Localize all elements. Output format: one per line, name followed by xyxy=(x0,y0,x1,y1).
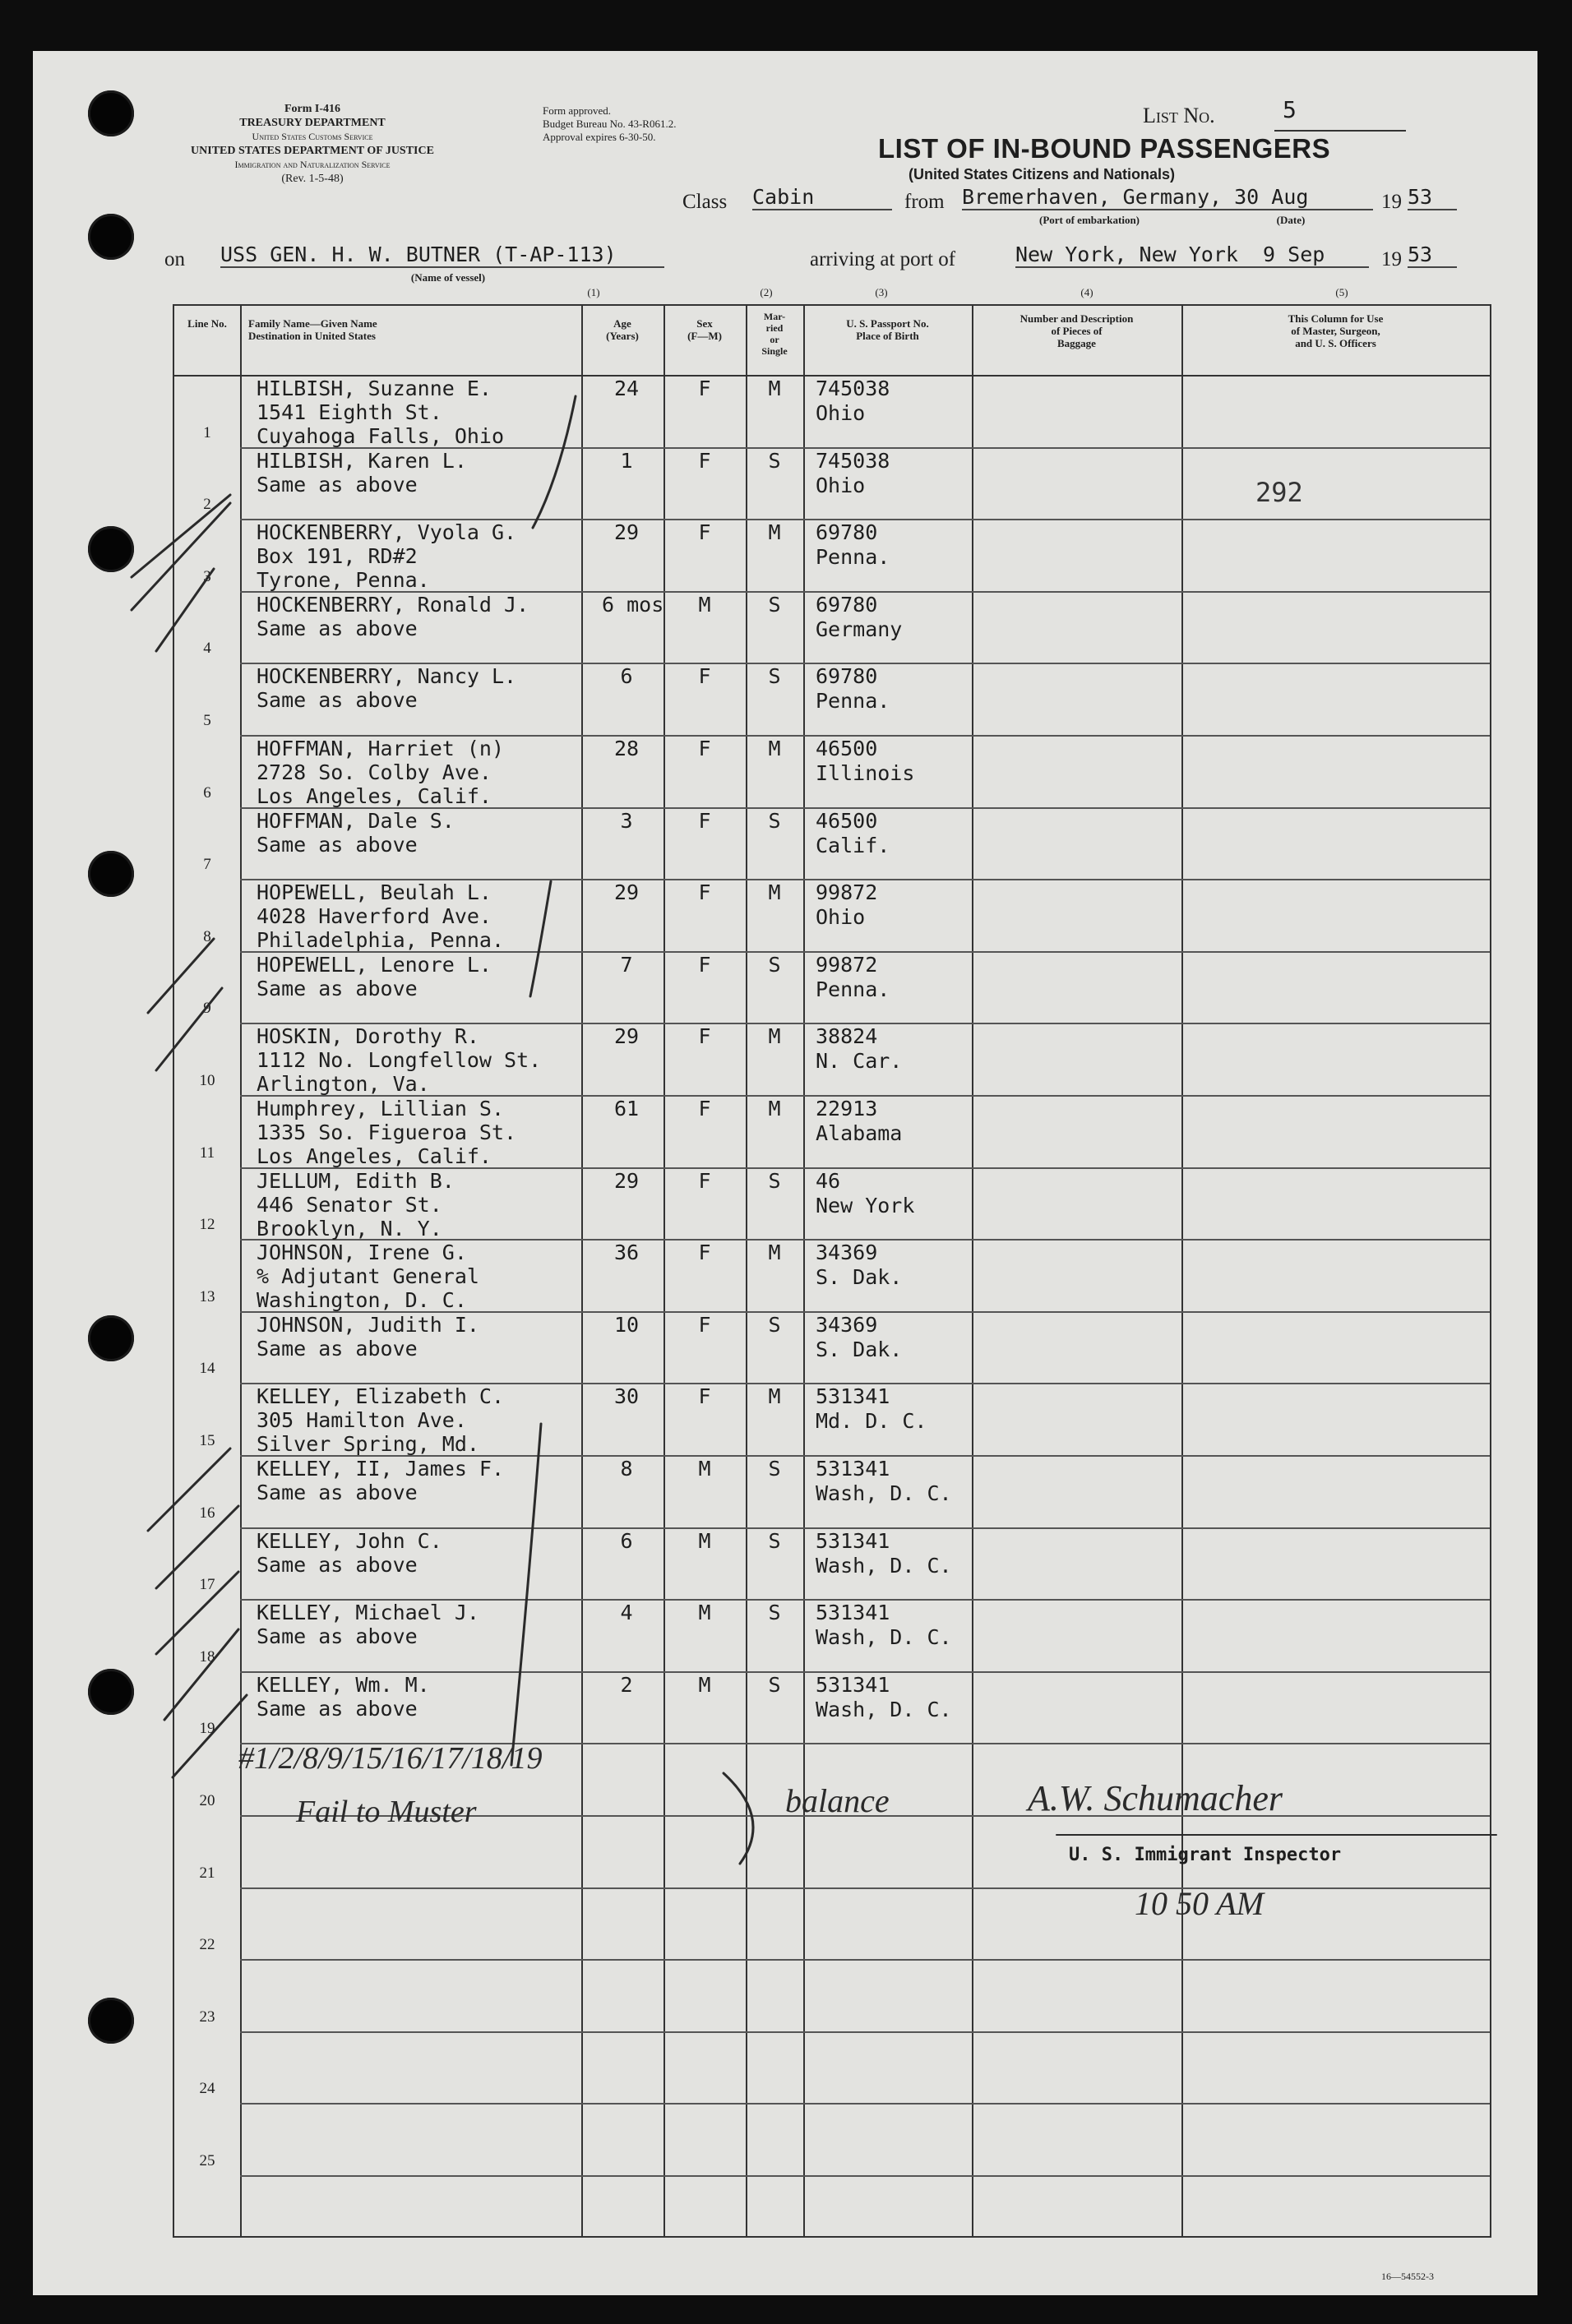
passenger-name: KELLEY, John C. xyxy=(257,1528,442,1553)
punch-hole-3 xyxy=(88,526,134,572)
tick-stroke xyxy=(156,569,214,651)
vessel-caption: (Name of vessel) xyxy=(410,271,486,284)
destination-line: Brooklyn, N. Y. xyxy=(257,1216,442,1241)
destination-line: Cuyahoga Falls, Ohio xyxy=(257,424,505,448)
cell-sex: F xyxy=(698,1097,711,1120)
passport-number: 38824 xyxy=(816,1024,878,1049)
cell-ms: S xyxy=(768,664,781,689)
destination-line: Box 191, RD#2 xyxy=(257,544,418,569)
line-number: 3 xyxy=(203,567,211,585)
punch-hole-2 xyxy=(88,214,134,260)
destination-line: Same as above xyxy=(257,1696,418,1721)
place-of-birth: Germany xyxy=(816,617,903,641)
cell-age: 30 xyxy=(613,1384,640,1409)
cell-age: 29 xyxy=(613,1024,640,1049)
passport-number: 99872 xyxy=(816,952,878,977)
punch-hole-4 xyxy=(88,851,134,897)
destination-line: Same as above xyxy=(257,688,418,713)
destination-line: Same as above xyxy=(257,1481,418,1504)
cell-age: 61 xyxy=(613,1097,640,1120)
passenger-name: JOHNSON, Judith I. xyxy=(257,1312,479,1337)
destination-line: 4028 Haverford Ave. xyxy=(257,904,492,929)
tick-stroke xyxy=(173,1695,247,1777)
col-head-baggage-2: of Pieces of xyxy=(1051,325,1103,337)
col-head-officers-1: This Column for Use xyxy=(1288,312,1384,325)
col-num-4: (4) xyxy=(1080,286,1093,298)
class-label: Class xyxy=(682,191,728,213)
line-number: 25 xyxy=(199,2152,215,2169)
col-head-name-2: Destination in United States xyxy=(248,330,376,342)
from-label: from xyxy=(904,191,945,213)
year-value-1: 53 xyxy=(1408,185,1457,210)
passport-number: 22913 xyxy=(816,1097,878,1120)
list-no-label: List No. xyxy=(1143,104,1215,127)
form-title: LIST OF IN-BOUND PASSENGERS xyxy=(878,133,1331,164)
cell-age: 3 xyxy=(620,808,633,833)
passenger-name: KELLEY, Wm. M. xyxy=(257,1672,430,1697)
destination-line: Same as above xyxy=(257,1552,418,1577)
cell-ms: S xyxy=(768,592,781,617)
destination-line: 1541 Eighth St. xyxy=(257,400,442,424)
arrival-date: 9 Sep xyxy=(1263,243,1325,266)
col-head-baggage-3: Baggage xyxy=(1057,337,1096,349)
line-number: 5 xyxy=(203,712,211,729)
cell-sex: M xyxy=(698,1457,711,1481)
cell-age: 7 xyxy=(620,952,633,977)
destination-line: % Adjutant General xyxy=(257,1264,479,1289)
line-number: 8 xyxy=(203,927,211,945)
destination-line: Los Angeles, Calif. xyxy=(257,784,492,808)
cell-age: 29 xyxy=(613,520,640,545)
date-caption: (Date) xyxy=(1276,214,1306,226)
line-number: 2 xyxy=(203,496,211,514)
cell-sex: M xyxy=(698,1528,711,1553)
col-num-5: (5) xyxy=(1335,286,1348,298)
passenger-name: JOHNSON, Irene G. xyxy=(257,1241,467,1265)
passenger-name: KELLEY, Michael J. xyxy=(257,1601,479,1625)
destination-line: Same as above xyxy=(257,976,418,1000)
line-number: 6 xyxy=(203,783,211,802)
place-of-birth: Ohio xyxy=(816,473,866,497)
passport-number: 34369 xyxy=(816,1241,878,1265)
passenger-name: HILBISH, Suzanne E. xyxy=(257,377,492,400)
line-number: 1 xyxy=(203,423,211,441)
cell-sex: F xyxy=(698,1241,711,1265)
handwritten-marks xyxy=(33,51,1537,2295)
cell-sex: F xyxy=(698,880,711,905)
line-number: 14 xyxy=(199,1360,215,1378)
year-prefix-1: 19 xyxy=(1381,191,1402,213)
class-value: Cabin xyxy=(752,185,892,210)
tick-stroke xyxy=(148,1448,230,1531)
passenger-name: HOPEWELL, Beulah L. xyxy=(257,880,492,905)
destination-line: Same as above xyxy=(257,472,418,497)
handwritten-line-list: #1/2/8/9/15/16/17/18/19 xyxy=(238,1741,543,1776)
list-no-value: 5 xyxy=(1283,96,1297,123)
arriving-label: arriving at port of xyxy=(810,248,956,270)
col-head-sex-1: Sex xyxy=(696,317,713,330)
place-of-birth: Alabama xyxy=(816,1121,903,1145)
passenger-name: Humphrey, Lillian S. xyxy=(257,1097,505,1120)
cell-age: 29 xyxy=(613,1168,640,1193)
passport-number: 69780 xyxy=(816,592,878,617)
cell-age: 8 xyxy=(620,1457,633,1481)
col-head-officers-2: of Master, Surgeon, xyxy=(1291,325,1380,337)
passport-number: 745038 xyxy=(816,448,890,473)
line-number: 22 xyxy=(199,1936,215,1954)
cell-age: 29 xyxy=(613,880,640,905)
cell-age: 28 xyxy=(613,737,640,760)
form-page xyxy=(33,51,1537,2295)
passenger-name: KELLEY, II, James F. xyxy=(257,1457,505,1481)
cell-ms: M xyxy=(768,1097,781,1120)
handwritten-fail-note: Fail to Muster xyxy=(296,1795,477,1829)
line-number: 19 xyxy=(199,1720,215,1738)
check-stroke xyxy=(511,1424,541,1765)
col-num-2: (2) xyxy=(760,286,773,298)
place-of-birth: S. Dak. xyxy=(816,1265,903,1290)
place-of-birth: N. Car. xyxy=(816,1049,903,1074)
col-head-name-1: Family Name—Given Name xyxy=(248,317,377,330)
inspector-signature: A.W. Schumacher xyxy=(1028,1778,1283,1818)
cell-sex: M xyxy=(698,1672,711,1697)
inspector-title: U. S. Immigrant Inspector xyxy=(1069,1845,1342,1865)
punch-hole-6 xyxy=(88,1669,134,1715)
arrival-time-note: 10 50 AM xyxy=(1135,1885,1265,1922)
cell-sex: F xyxy=(698,1312,711,1337)
cell-ms: S xyxy=(768,1528,781,1553)
cell-age: 1 xyxy=(620,448,633,473)
cell-age: 6 xyxy=(620,1528,633,1553)
from-value: Bremerhaven, Germany, 30 Aug xyxy=(962,185,1373,210)
cell-age: 24 xyxy=(613,377,640,400)
place-of-birth: Penna. xyxy=(816,977,890,1001)
passport-number: 531341 xyxy=(816,1528,890,1553)
passenger-name: HOCKENBERRY, Nancy L. xyxy=(257,664,517,689)
col-head-married-1: Mar- xyxy=(763,311,786,322)
col-head-sex-2: (F—M) xyxy=(687,330,722,342)
year-value-2: 53 xyxy=(1408,243,1457,268)
passenger-name: HOPEWELL, Lenore L. xyxy=(257,952,492,977)
destination-line: Same as above xyxy=(257,616,418,640)
line-number: 4 xyxy=(203,640,211,658)
cell-sex: F xyxy=(698,1024,711,1049)
line-number: 13 xyxy=(199,1287,215,1305)
destination-line: Philadelphia, Penna. xyxy=(257,928,505,953)
punch-hole-5 xyxy=(88,1315,134,1361)
cell-age: 10 xyxy=(613,1312,640,1337)
cell-sex: M xyxy=(698,592,711,617)
punch-hole-1 xyxy=(88,90,134,136)
line-number: 11 xyxy=(199,1144,215,1162)
cell-ms: M xyxy=(768,520,781,545)
col-head-age-2: (Years) xyxy=(606,330,639,342)
place-of-birth: Ohio xyxy=(816,905,866,930)
cell-ms: S xyxy=(768,1312,781,1337)
passenger-name: JELLUM, Edith B. xyxy=(257,1168,455,1193)
col-head-married-4: Single xyxy=(761,345,788,357)
destination-line: 2728 So. Colby Ave. xyxy=(257,760,492,784)
cell-ms: M xyxy=(768,737,781,760)
line-number: 20 xyxy=(199,1792,215,1809)
place-of-birth: Wash, D. C. xyxy=(816,1625,952,1650)
cell-ms: M xyxy=(768,377,781,400)
tick-stroke xyxy=(156,1572,238,1654)
cell-age: 6 mos xyxy=(602,592,664,617)
place-of-birth: Ohio xyxy=(816,401,866,425)
col-num-1: (1) xyxy=(587,286,600,298)
justice-dept: UNITED STATES DEPARTMENT OF JUSTICE xyxy=(191,145,434,157)
cell-sex: F xyxy=(698,520,711,545)
cell-age: 6 xyxy=(620,664,633,689)
col-head-passport-2: Place of Birth xyxy=(856,330,919,342)
passenger-name: HOSKIN, Dorothy R. xyxy=(257,1024,479,1049)
col-head-officers-3: and U. S. Officers xyxy=(1295,337,1376,349)
passport-number: 46500 xyxy=(816,808,878,833)
place-of-birth: Penna. xyxy=(816,689,890,714)
cell-ms: S xyxy=(768,448,781,473)
col-head-married-3: or xyxy=(770,334,779,345)
place-of-birth: Wash, D. C. xyxy=(816,1553,952,1578)
destination-line: Silver Spring, Md. xyxy=(257,1432,479,1457)
cell-ms: M xyxy=(768,880,781,905)
treasury-dept: TREASURY DEPARTMENT xyxy=(239,117,386,129)
line-number: 23 xyxy=(199,2008,215,2026)
passenger-name: HOFFMAN, Dale S. xyxy=(257,808,455,833)
destination-line: Same as above xyxy=(257,832,418,857)
check-stroke xyxy=(530,881,551,996)
stamp-number: 292 xyxy=(1255,477,1303,508)
passenger-name: HOFFMAN, Harriet (n) xyxy=(257,737,505,760)
destination-line: Tyrone, Penna. xyxy=(257,568,430,593)
line-number: 9 xyxy=(203,1000,211,1018)
approval-line-3: Approval expires 6-30-50. xyxy=(543,131,656,143)
cell-age: 4 xyxy=(620,1601,633,1625)
passport-number: 531341 xyxy=(816,1384,890,1409)
tick-stroke xyxy=(132,503,230,610)
col-num-3: (3) xyxy=(875,286,888,298)
destination-line: 446 Senator St. xyxy=(257,1192,442,1217)
passport-number: 745038 xyxy=(816,377,890,400)
place-of-birth: Md. D. C. xyxy=(816,1409,927,1434)
brace-stroke xyxy=(724,1773,753,1864)
tick-stroke xyxy=(148,939,214,1013)
tick-stroke xyxy=(156,988,222,1070)
tick-stroke xyxy=(156,1506,238,1588)
place-of-birth: Calif. xyxy=(816,833,890,857)
col-head-age-1: Age xyxy=(613,317,631,330)
col-head-line-no: Line No. xyxy=(187,317,227,330)
cell-ms: M xyxy=(768,1241,781,1265)
line-number: 21 xyxy=(199,1864,215,1882)
passport-number: 69780 xyxy=(816,664,878,689)
place-of-birth: S. Dak. xyxy=(816,1337,903,1361)
cell-sex: F xyxy=(698,377,711,400)
cell-sex: F xyxy=(698,952,711,977)
destination-line: Arlington, Va. xyxy=(257,1072,430,1097)
year-prefix-2: 19 xyxy=(1381,248,1402,270)
cell-sex: M xyxy=(698,1601,711,1625)
cell-age: 2 xyxy=(620,1672,633,1697)
passport-number: 531341 xyxy=(816,1601,890,1625)
cell-sex: F xyxy=(698,808,711,833)
col-head-married-2: ried xyxy=(765,322,784,334)
customs-service: United States Customs Service xyxy=(252,131,373,142)
destination-line: 305 Hamilton Ave. xyxy=(257,1408,467,1433)
passport-number: 69780 xyxy=(816,520,878,545)
passport-number: 531341 xyxy=(816,1672,890,1697)
cell-sex: F xyxy=(698,1384,711,1409)
punch-hole-7 xyxy=(88,1998,134,2044)
line-number: 15 xyxy=(199,1432,215,1449)
passport-number: 46 xyxy=(816,1168,841,1193)
destination-line: Los Angeles, Calif. xyxy=(257,1144,492,1168)
place-of-birth: New York xyxy=(816,1193,915,1217)
cell-sex: F xyxy=(698,448,711,473)
from-caption: (Port of embarkation) xyxy=(1038,214,1140,226)
col-head-baggage-1: Number and Description xyxy=(1019,312,1134,325)
check-stroke xyxy=(533,396,576,528)
handwritten-balance: balance xyxy=(785,1782,890,1819)
cell-sex: F xyxy=(698,1168,711,1193)
place-of-birth: Wash, D. C. xyxy=(816,1481,952,1505)
tick-stroke xyxy=(164,1629,238,1720)
passport-number: 531341 xyxy=(816,1457,890,1481)
line-number: 18 xyxy=(199,1647,215,1666)
line-number: 7 xyxy=(203,856,211,874)
cell-ms: S xyxy=(768,1601,781,1625)
cell-age: 36 xyxy=(613,1241,640,1265)
destination-line: 1335 So. Figueroa St. xyxy=(257,1120,517,1144)
destination-line: 1112 No. Longfellow St. xyxy=(257,1048,542,1073)
line-number: 10 xyxy=(199,1072,215,1089)
place-of-birth: Penna. xyxy=(816,545,890,570)
passport-number: 46500 xyxy=(816,737,878,760)
place-of-birth: Illinois xyxy=(816,761,915,785)
cell-ms: S xyxy=(768,1672,781,1697)
arrival-port-text: New York, New York xyxy=(1015,243,1238,266)
revision: (Rev. 1-5-48) xyxy=(281,173,344,185)
destination-line: Same as above xyxy=(257,1336,418,1361)
cell-ms: S xyxy=(768,1457,781,1481)
cell-ms: S xyxy=(768,1168,781,1193)
vessel-name: USS GEN. H. W. BUTNER (T-AP-113) xyxy=(220,243,664,268)
cell-ms: S xyxy=(768,952,781,977)
place-of-birth: Wash, D. C. xyxy=(816,1697,952,1721)
passenger-name: KELLEY, Elizabeth C. xyxy=(257,1384,505,1409)
passenger-name: HOCKENBERRY, Vyola G. xyxy=(257,520,517,545)
col-head-passport-1: U. S. Passport No. xyxy=(846,317,929,330)
line-number: 24 xyxy=(199,2080,215,2098)
approval-line-1: Form approved. xyxy=(543,104,612,117)
ins-service: Immigration and Naturalization Service xyxy=(234,159,391,170)
passenger-name: HOCKENBERRY, Ronald J. xyxy=(257,592,529,617)
form-number: Form I-416 xyxy=(284,103,341,115)
on-label: on xyxy=(164,248,185,270)
form-print-code: 16—54552-3 xyxy=(1381,2271,1434,2282)
passenger-name: HILBISH, Karen L. xyxy=(257,448,467,473)
cell-ms: M xyxy=(768,1384,781,1409)
cell-ms: S xyxy=(768,808,781,833)
passport-number: 34369 xyxy=(816,1312,878,1337)
destination-line: Same as above xyxy=(257,1624,418,1649)
cell-sex: F xyxy=(698,737,711,760)
line-number: 16 xyxy=(199,1504,215,1522)
line-number: 17 xyxy=(199,1576,215,1594)
tick-stroke xyxy=(132,495,230,577)
cell-ms: M xyxy=(768,1024,781,1049)
form-subtitle: (United States Citizens and Nationals) xyxy=(909,166,1176,183)
line-number: 12 xyxy=(199,1216,215,1234)
passport-number: 99872 xyxy=(816,880,878,905)
cell-sex: F xyxy=(698,664,711,689)
destination-line: Washington, D. C. xyxy=(257,1288,467,1313)
approval-line-2: Budget Bureau No. 43-R061.2. xyxy=(543,118,677,130)
